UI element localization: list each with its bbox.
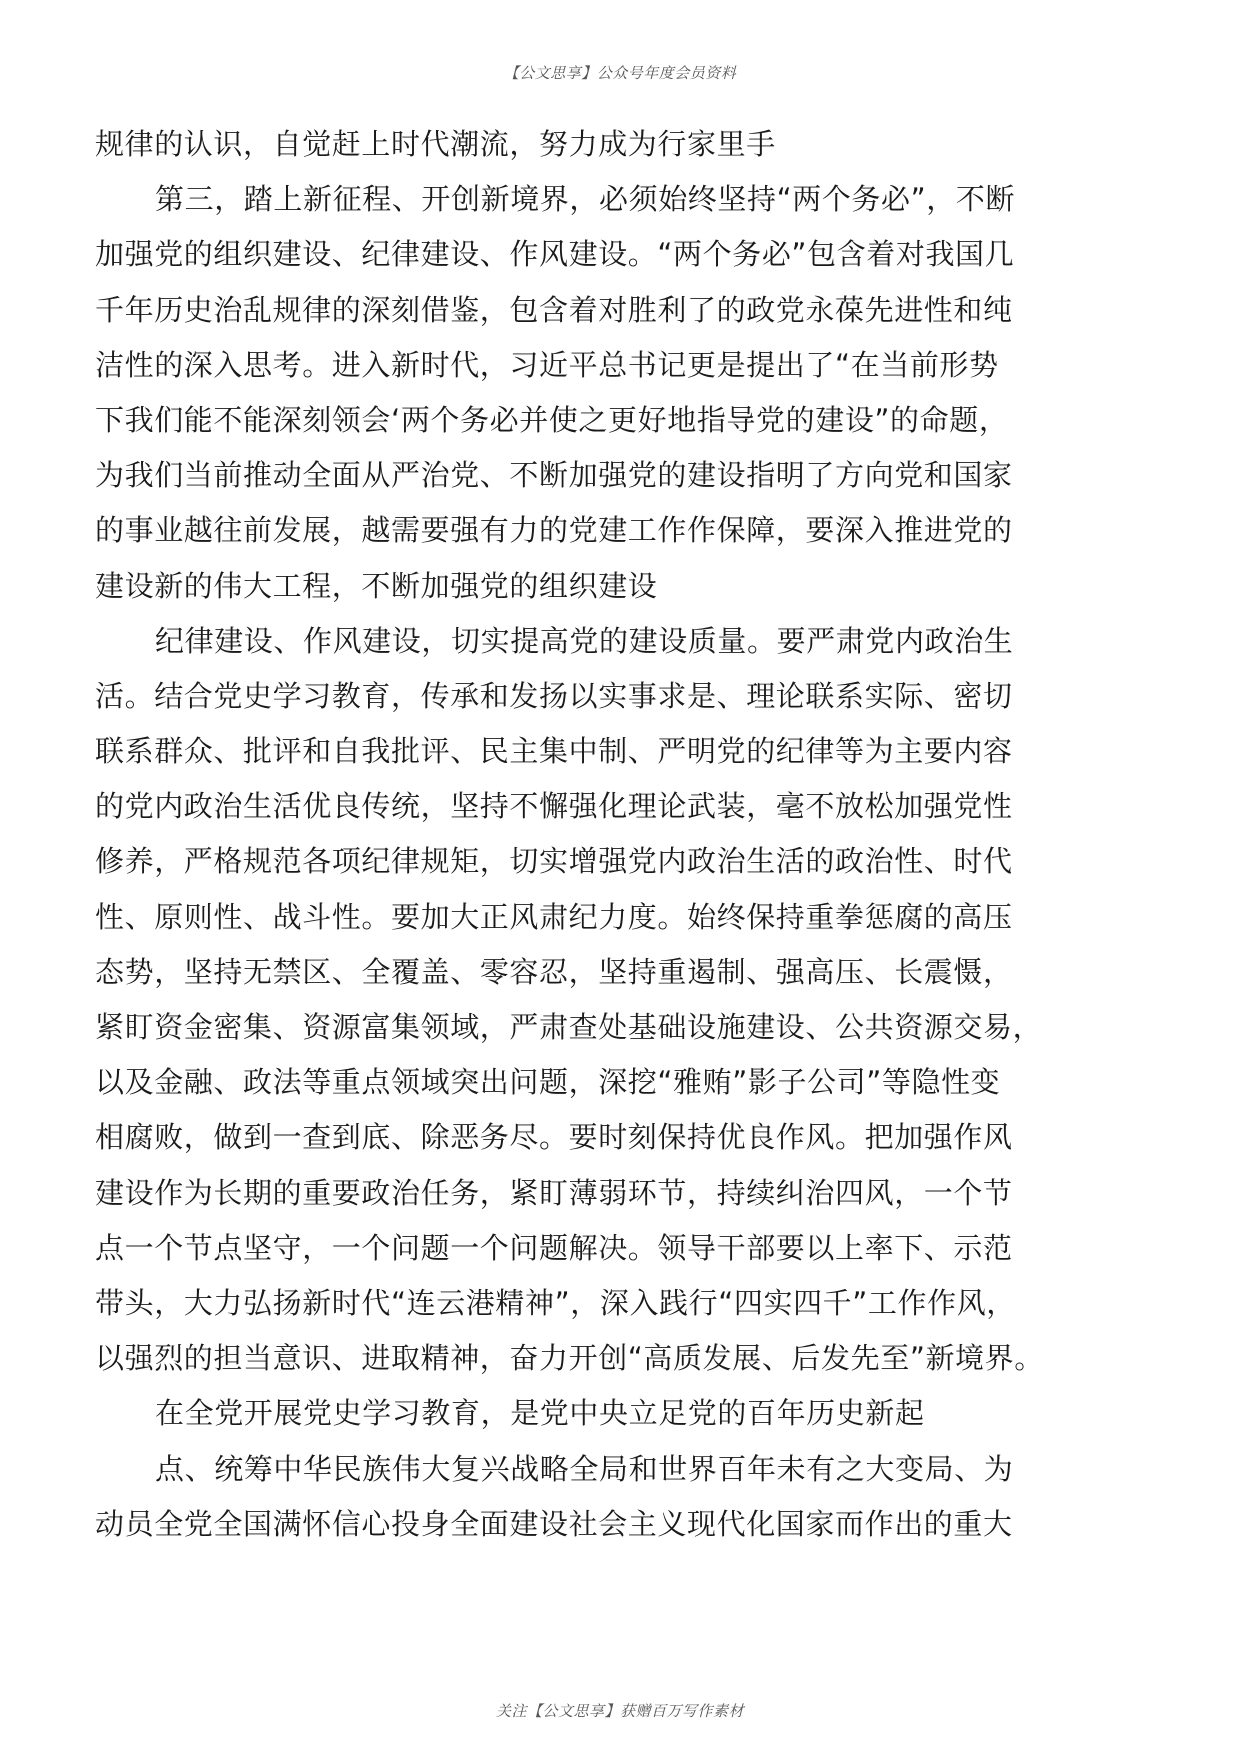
text-line: 的事业越往前发展，越需要强有力的党建工作作保障，要深入推进党的 (95, 513, 1013, 548)
text-line: 相腐败，做到一查到底、除恶务尽。要时刻保持优良作风。把加强作风 (95, 1120, 1013, 1155)
text-line-paragraph-start: 在全党开展党史学习教育，是党中央立足党的百年历史新起 (155, 1396, 925, 1431)
text-line: 联系群众、批评和自我批评、民主集中制、严明党的纪律等为主要内容 (95, 734, 1013, 769)
text-line: 以强烈的担当意识、进取精神，奋力开创“高质发展、后发先至”新境界。 (95, 1341, 1044, 1376)
text-line: 带头，大力弘扬新时代“连云港精神”，深入践行“四实四千”工作作风， (95, 1285, 1016, 1320)
page-header: 【公文思享】公众号年度会员资料 (503, 64, 737, 82)
text-line: 规律的认识，自觉赶上时代潮流，努力成为行家里手 (95, 127, 776, 161)
document-body (95, 117, 1155, 1552)
text-line: 千年历史治乱规律的深刻借鉴，包含着对胜利了的政党永葆先进性和纯 (95, 292, 1013, 327)
text-line: 动员全党全国满怀信心投身全面建设社会主义现代化国家而作出的重大 (95, 1506, 1013, 1541)
text-line: 的党内政治生活优良传统，坚持不懈强化理论武装，毫不放松加强党性 (95, 789, 1013, 824)
text-line: 下我们能不能深刻领会‘两个务必并使之更好地指导党的建设”的命题， (95, 402, 1009, 437)
text-line: 建设作为长期的重要政治任务，紧盯薄弱环节，持续纠治四风，一个节 (95, 1175, 1013, 1210)
text-line-paragraph-start: 纪律建设、作风建设，切实提高党的建设质量。要严肃党内政治生 (155, 623, 1014, 658)
text-line: 态势，坚持无禁区、全覆盖、零容忍，坚持重遏制、强高压、长震慑， (95, 954, 1013, 989)
text-line: 加强党的组织建设、纪律建设、作风建设。“两个务必”包含着对我国几 (95, 237, 1015, 272)
text-line: 点一个节点坚守，一个问题一个问题解决。领导干部要以上率下、示范 (95, 1230, 1013, 1265)
text-line: 紧盯资金密集、资源富集领域，严肃查处基础设施建设、公共资源交易， (95, 1010, 1043, 1044)
text-line: 性、原则性、战斗性。要加大正风肃纪力度。始终保持重拳惩腐的高压 (95, 899, 1013, 934)
text-line: 活。结合党史学习教育，传承和发扬以实事求是、理论联系实际、密切 (95, 678, 1013, 713)
text-line: 建设新的伟大工程，不断加强党的组织建设 (95, 568, 658, 603)
text-line: 洁性的深入思考。进入新时代，习近平总书记更是提出了“在当前形势 (95, 347, 999, 382)
text-line: 修养，严格规范各项纪律规矩，切实增强党内政治生活的政治性、时代 (95, 844, 1013, 879)
text-line-paragraph-start: 点、统筹中华民族伟大复兴战略全局和世界百年未有之大变局、为 (155, 1451, 1014, 1486)
text-line-paragraph-start: 第三，踏上新征程、开创新境界，必须始终坚持“两个务必”，不断 (155, 182, 1016, 217)
page-footer: 关注【公文思享】获赠百万写作素材 (495, 1702, 744, 1720)
text-line: 以及金融、政法等重点领域突出问题，深挖“雅贿”影子公司”等隐性变 (95, 1065, 1001, 1100)
text-line: 为我们当前推动全面从严治党、不断加强党的建设指明了方向党和国家 (95, 458, 1013, 493)
